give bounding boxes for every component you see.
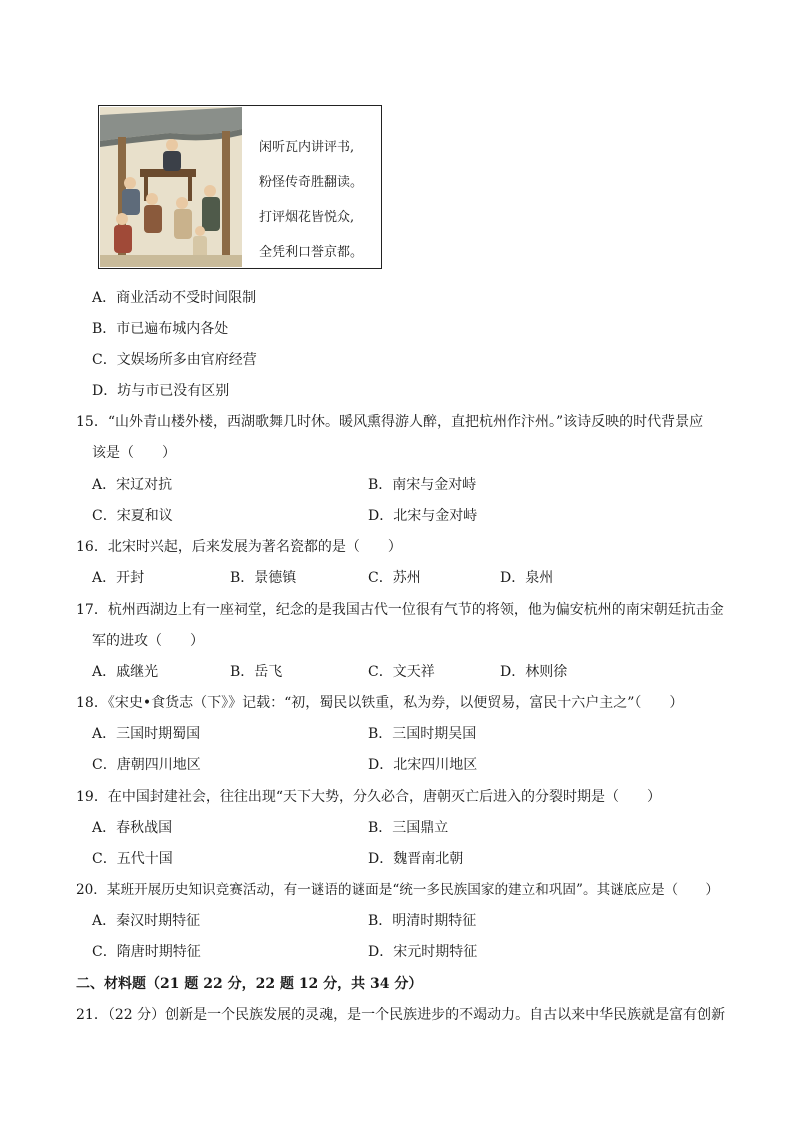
q16-option-d: D．泉州 [500, 570, 554, 586]
q17-option-c: C．文天祥 [368, 664, 435, 680]
q15-option-c: C．宋夏和议 [92, 508, 173, 524]
q19-stem: 19．在中国封建社会，往往出现“天下大势，分久必合，唐朝灭亡后进入的分裂时期是（ ） [76, 789, 661, 805]
q20-option-b: B．明清时期特征 [368, 913, 477, 929]
q18-option-a: A．三国时期蜀国 [92, 726, 201, 742]
q17-option-d: D．林则徐 [500, 664, 568, 680]
q20-option-c: C．隋唐时期特征 [92, 944, 201, 960]
q18-stem: 18．《宋史•食货志（下》》记载：“初，蜀民以铁重，私为券，以便贸易，富民十六户主之”（ ） [76, 695, 684, 711]
q18-option-c: C．唐朝四川地区 [92, 757, 201, 773]
q15-stem-line2: 该是（ ） [92, 445, 176, 461]
storytelling-painting [100, 107, 242, 267]
q16-option-c: C．苏州 [368, 570, 421, 586]
q17-stem-line1: 17．杭州西湖边上有一座祠堂，纪念的是我国古代一位很有气节的将领，他为偏安杭州的南宋朝廷抗击金 [76, 602, 724, 618]
q14-option-c: C．文娱场所多由官府经营 [92, 352, 257, 368]
painting-illustration [100, 107, 242, 267]
poem-line: 打评烟花皆悦众, [259, 210, 355, 225]
q19-option-a: A．春秋战国 [92, 820, 173, 836]
q16-option-b: B．景德镇 [230, 570, 297, 586]
q15-option-a: A．宋辽对抗 [92, 477, 173, 493]
q17-stem-line2: 军的进攻（ ） [92, 633, 204, 649]
q14-option-a: A．商业活动不受时间限制 [92, 290, 257, 306]
poem-text [259, 130, 379, 270]
q19-option-b: B．三国鼎立 [368, 820, 449, 836]
q19-option-d: D．魏晋南北朝 [368, 851, 464, 867]
q20-stem: 20．某班开展历史知识竞赛活动，有一谜语的谜面是“统一多民族国家的建立和巩固”。其谜底应是（ ） [76, 882, 719, 898]
poem-line: 闲听瓦内讲评书, [259, 140, 355, 155]
q16-option-a: A．开封 [92, 570, 145, 586]
q20-option-d: D．宋元时期特征 [368, 944, 478, 960]
q15-stem-line1: 15．“山外青山楼外楼，西湖歌舞几时休。暖风熏得游人醉，直把杭州作汴州。”该诗反映的时代背景应 [76, 414, 704, 430]
q17-option-a: A．戚继光 [92, 664, 159, 680]
poem-line: 粉怪传奇胜翻读。 [259, 175, 364, 190]
q14-option-d: D．坊与市已没有区别 [92, 383, 230, 399]
q16-stem: 16．北宋时兴起，后来发展为著名瓷都的是（ ） [76, 539, 402, 555]
q19-option-c: C．五代十国 [92, 851, 173, 867]
q15-option-d: D．北宋与金对峙 [368, 508, 478, 524]
q15-option-b: B．南宋与金对峙 [368, 477, 477, 493]
section-heading: 二、材料题（21 题 22 分，22 题 12 分，共 34 分） [76, 976, 423, 992]
q21-stem-line1: 21．（22 分）创新是一个民族发展的灵魂，是一个民族进步的不竭动力。自古以来中华民族就是富有创新 [76, 1007, 726, 1023]
storytelling-figure [98, 105, 382, 269]
q18-option-d: D．北宋四川地区 [368, 757, 478, 773]
q20-option-a: A．秦汉时期特征 [92, 913, 201, 929]
poem-line: 全凭利口誉京都。 [259, 245, 364, 260]
q14-option-b: B．市已遍布城内各处 [92, 321, 229, 337]
q18-option-b: B．三国时期吴国 [368, 726, 477, 742]
q17-option-b: B．岳飞 [230, 664, 283, 680]
